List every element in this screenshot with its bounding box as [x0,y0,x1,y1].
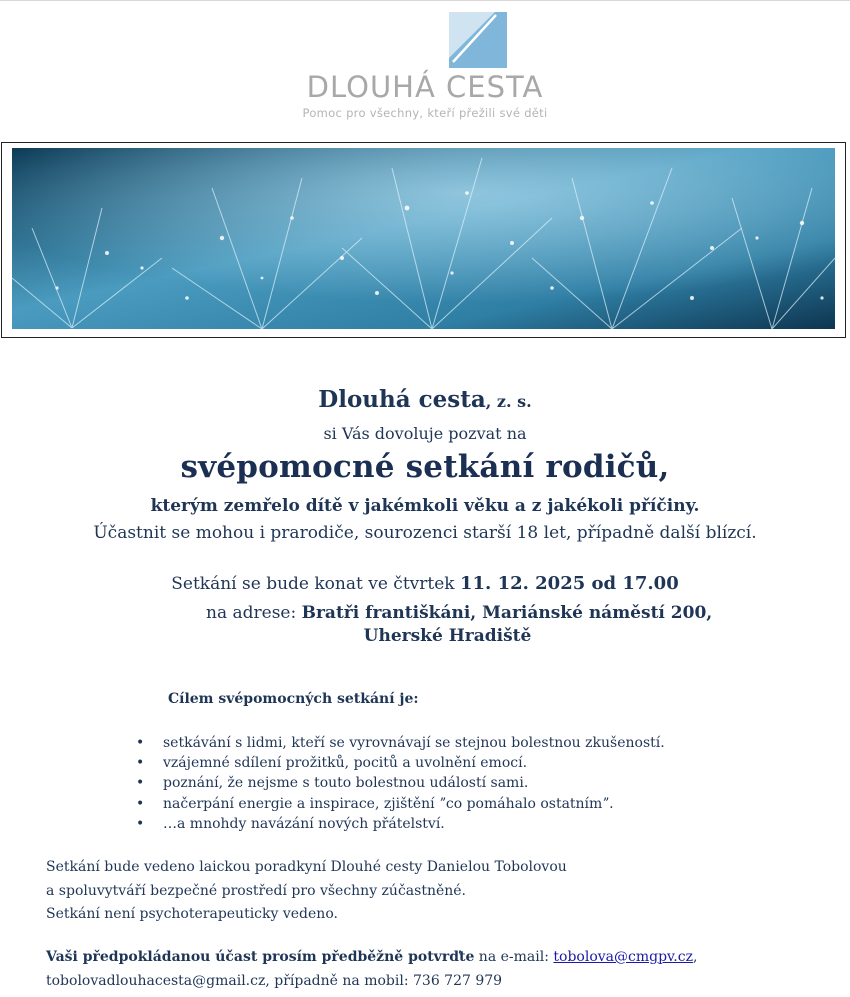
email-link[interactable]: tobolova@cmgpv.cz [553,949,693,965]
top-divider [0,0,850,1]
org-name [0,386,850,413]
address-prefix: na adrese: [206,603,302,623]
info-paragraph [46,856,567,927]
confirm-paragraph [46,946,697,993]
invite-line: si Vás dovoluje pozvat na [323,424,527,443]
confirm-line-2: tobolovadlouhacesta@gmail.cz, případně na mobil: 736 727 979 [46,972,503,989]
info-line-1: Setkání bude vedeno laickou poradkyní Dlouhé cesty Danielou Tobolovou [46,859,567,875]
list-item: • setkávání s lidmi, kteří se vyrovnávají se stejnou bolestnou zkušeností. [136,733,665,753]
goals-title: Cílem svépomocných setkání je: [168,691,419,707]
meeting-time-prefix: Setkání se bude konat ve čtvrtek [171,574,460,594]
logo-title: DLOUHÁ CESTA [306,70,544,104]
logo-mark-icon [449,12,507,68]
info-line-2: a spoluvytváří bezpečné prostředí pro všechny zúčastněné. [46,882,466,899]
confirm-bold: Vaši předpokládanou účast prosím předběžně potvrďte [46,949,475,965]
list-item: • …a mnohdy navázání nových přátelství. [136,814,665,834]
who-line: kterým zemřelo dítě v jakémkoli věku a z jakékoli příčiny. [150,496,700,516]
list-item: • poznání, že nejsme s touto bolestnou událostí sami. [136,773,665,793]
dandelion-seeds-image [12,148,835,329]
banner-frame [1,142,846,338]
also-line: Účastnit se mohou i prarodiče, sourozenci starší 18 let, případně další blízcí. [93,523,757,543]
meeting-city: Uherské Hradiště [363,626,532,646]
address-value: Bratři františkáni, Mariánské náměstí 200, [301,603,713,623]
list-item: • načerpání energie a inspirace, zjištění ˮco pomáhalo ostatnímˮ. [136,794,665,814]
headline: svépomocné setkání rodičů, [180,449,670,485]
confirm-comma: , [692,949,698,965]
goals-list [136,733,665,834]
org-name-text: Dlouhá cesta [318,386,486,413]
logo-subtitle: Pomoc pro všechny, kteří přežili své děti [302,106,548,120]
list-item: • vzájemné sdílení prožitků, pocitů a uvolnění emocí. [136,753,665,773]
meeting-address [206,603,712,623]
confirm-mid: na e-mail: [474,949,554,965]
info-line-3: Setkání není psychoterapeuticky vedeno. [46,906,338,922]
meeting-time [0,573,850,594]
logo [0,10,850,125]
meeting-time-value: 11. 12. 2025 od 17.00 [459,573,679,594]
org-suffix: , z. s. [485,392,532,411]
